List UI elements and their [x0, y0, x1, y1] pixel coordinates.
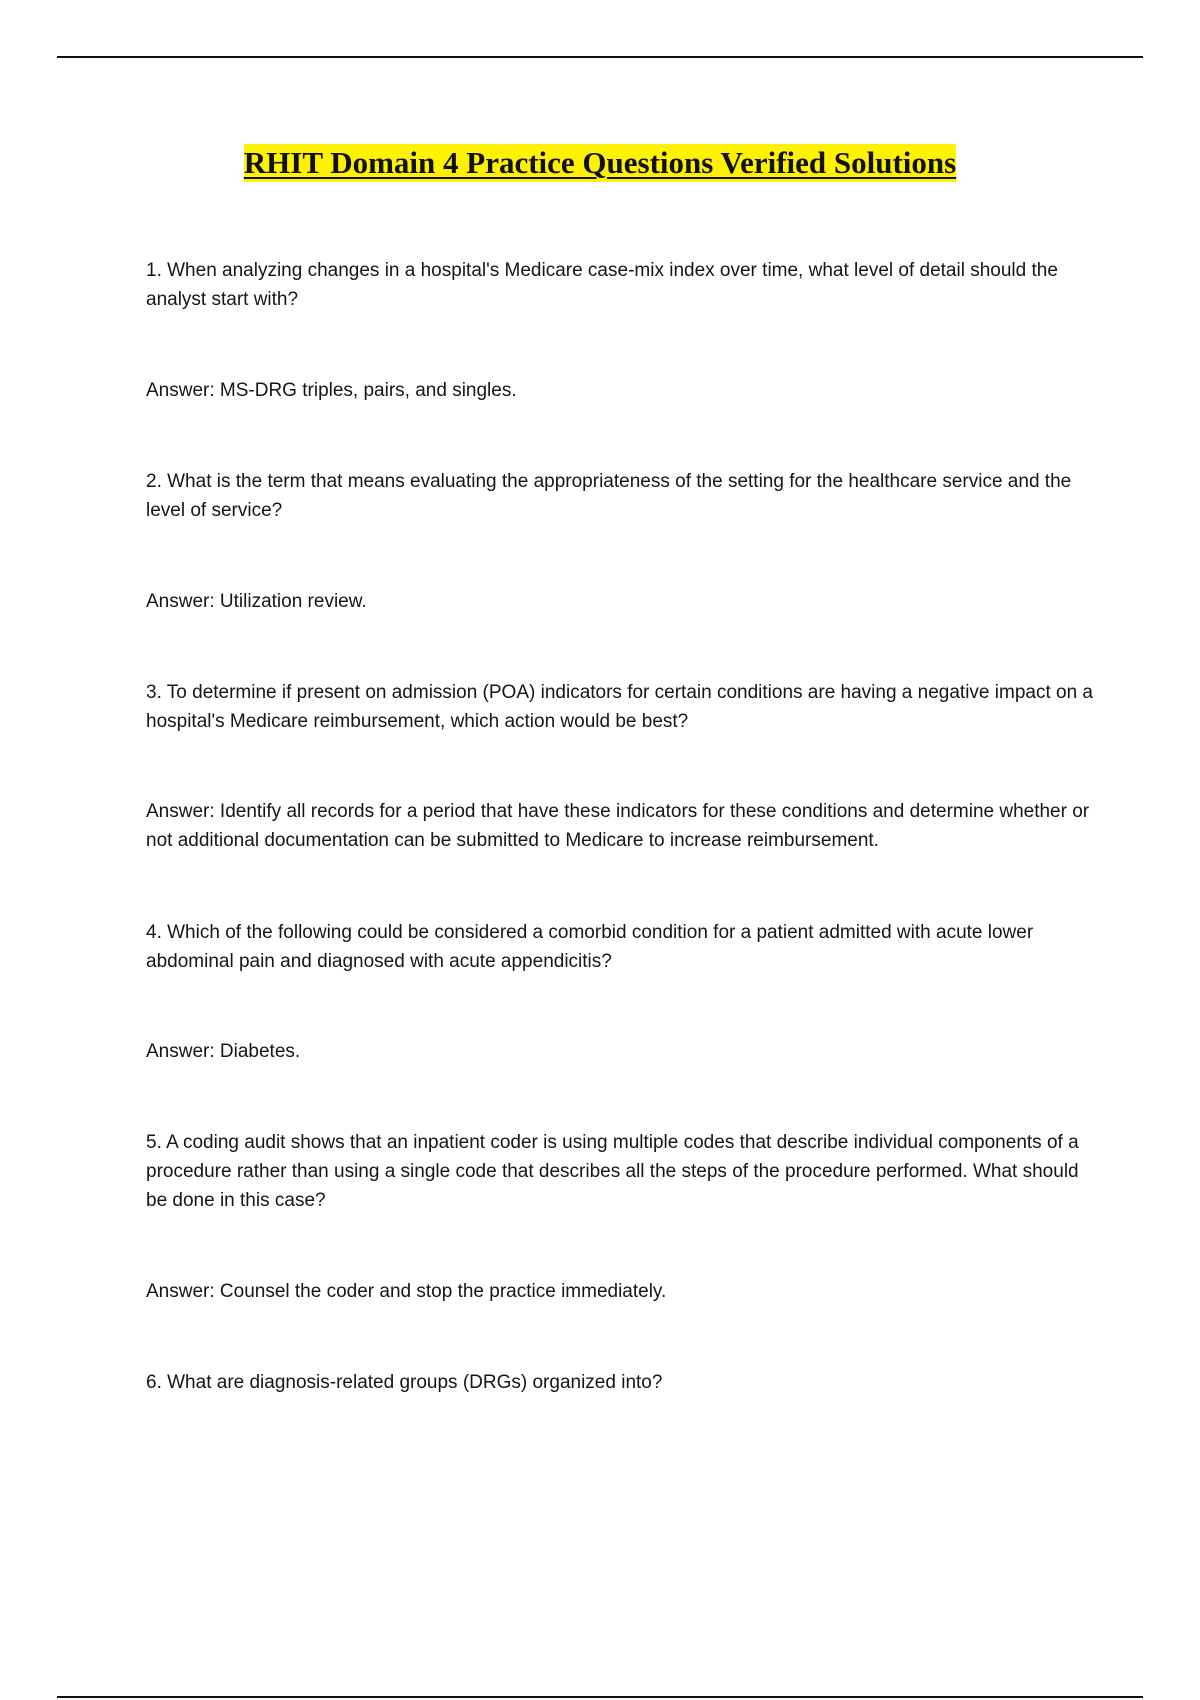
answer-3: Answer: Identify all records for a period that have these indicators for these conditions and determine whether or not additional documentation can be submitted to Medicare to increase reimbursement.: [146, 801, 1090, 851]
question-4: 4. Which of the following could be considered a comorbid condition for a patient admitted with acute lower abdominal pain and diagnosed with acute appendicitis?: [146, 922, 1034, 972]
answer-1: Answer: MS-DRG triples, pairs, and singles.: [146, 380, 517, 401]
document-title: RHIT Domain 4 Practice Questions Verified Solutions: [243, 145, 957, 180]
top-rule: [57, 56, 1143, 58]
title-container: [0, 144, 1200, 182]
bottom-rule: [57, 1696, 1143, 1698]
question-1: 1. When analyzing changes in a hospital's Medicare case-mix index over time, what level of detail should the analyst start with?: [146, 260, 1058, 310]
question-6: 6. What are diagnosis-related groups (DRGs) organized into?: [146, 1372, 663, 1393]
answer-5: Answer: Counsel the coder and stop the practice immediately.: [146, 1281, 667, 1302]
answer-2: Answer: Utilization review.: [146, 591, 367, 612]
question-3: 3. To determine if present on admission (POA) indicators for certain conditions are having a negative impact on a hospital's Medicare reimbursement, which action would be best?: [146, 682, 1093, 732]
question-5: 5. A coding audit shows that an inpatient coder is using multiple codes that describe individual components of a procedure rather than using a single code that describes all the steps of the procedure performed. What should be done in this case?: [146, 1132, 1079, 1211]
answer-4: Answer: Diabetes.: [146, 1041, 301, 1062]
question-2: 2. What is the term that means evaluating the appropriateness of the setting for the healthcare service and the level of service?: [146, 471, 1072, 521]
